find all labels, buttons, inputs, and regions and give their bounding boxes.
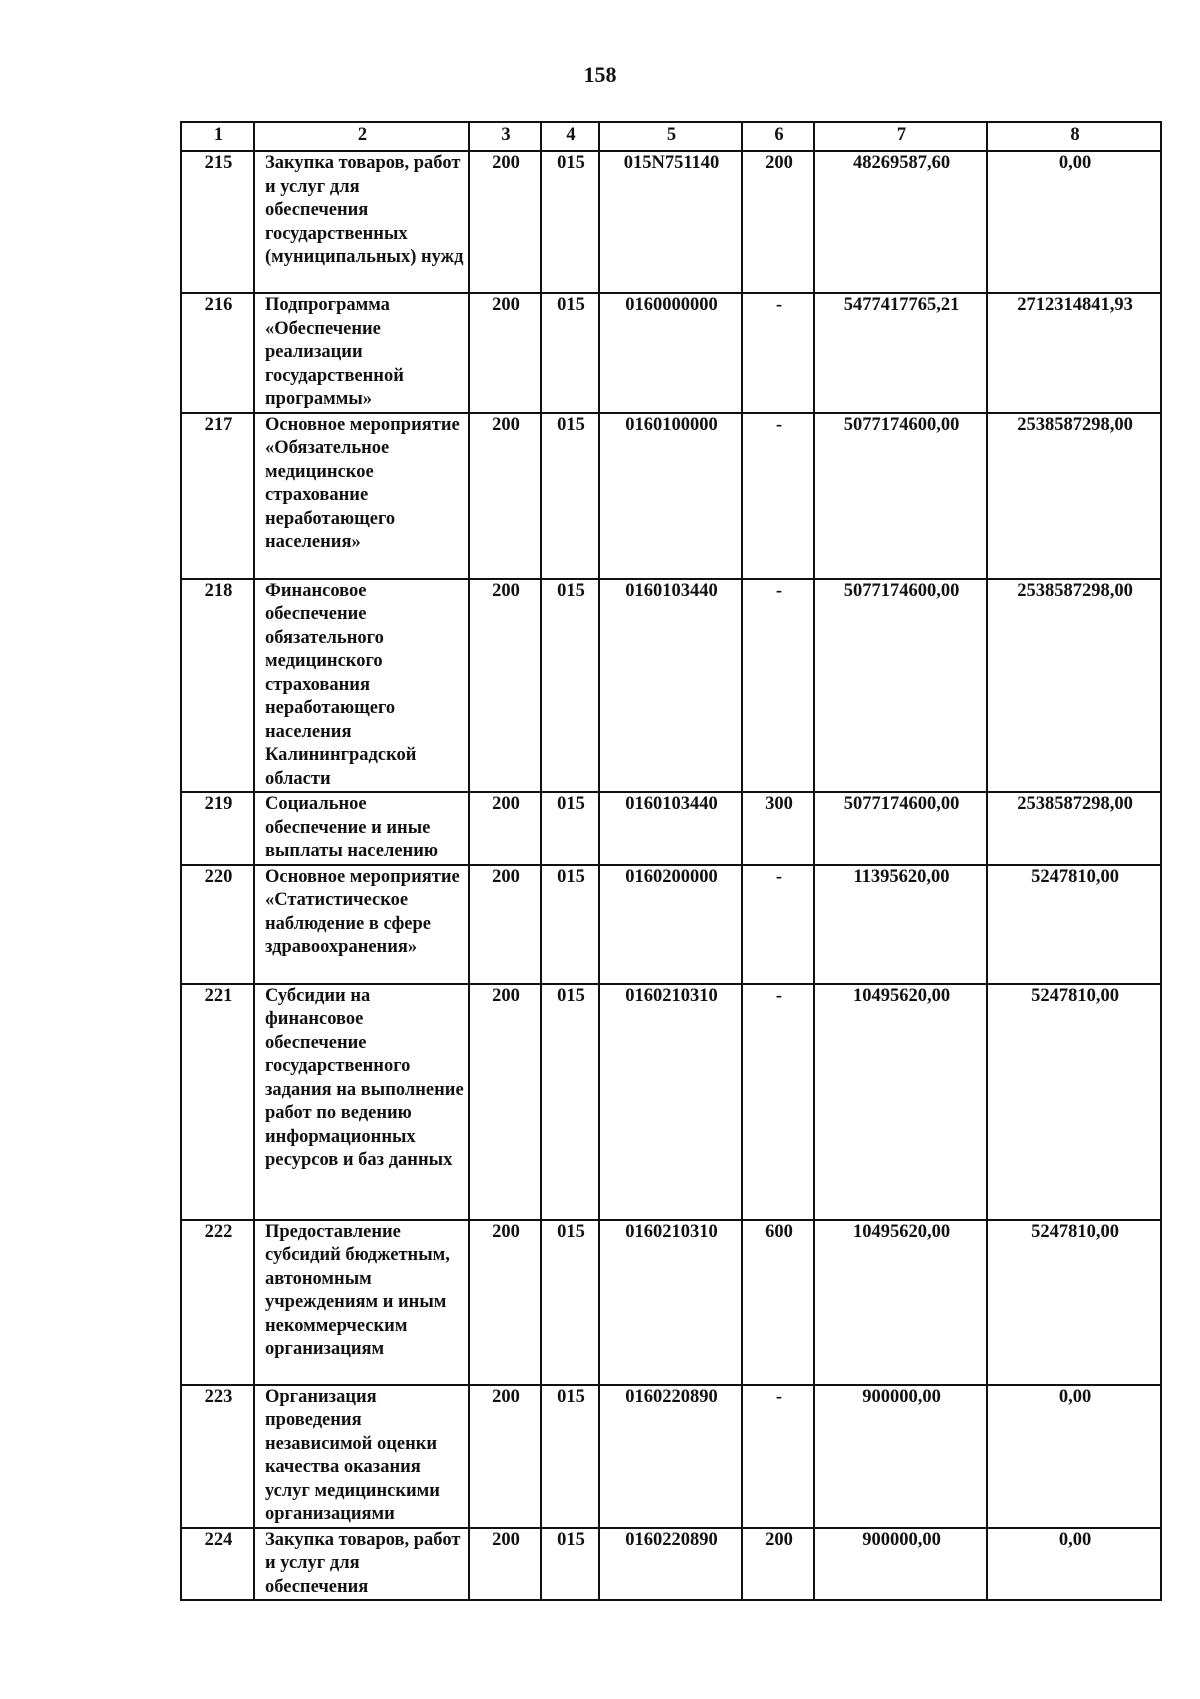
row-code-6: - (742, 1385, 814, 1528)
column-header-5: 5 (599, 122, 742, 151)
row-code-6: - (742, 865, 814, 984)
row-code-4: 015 (541, 413, 599, 579)
row-amount-8: 2712314841,93 (987, 293, 1161, 413)
row-code-4: 015 (541, 1385, 599, 1528)
row-code-4: 015 (541, 984, 599, 1220)
column-header-8: 8 (987, 122, 1161, 151)
row-name: Основное мероприятие «Обязательное медицинское страхование неработающего населения» (254, 413, 469, 579)
table-row (181, 1220, 1161, 1385)
row-amount-7: 900000,00 (814, 1385, 987, 1528)
row-code-4: 015 (541, 1220, 599, 1385)
table-row (181, 579, 1161, 793)
table-row (181, 865, 1161, 984)
row-code-5: 0160103440 (599, 792, 742, 865)
row-code-3: 200 (469, 1220, 541, 1385)
row-amount-8: 2538587298,00 (987, 579, 1161, 793)
table-row (181, 151, 1161, 293)
table-row (181, 792, 1161, 865)
row-code-5: 0160000000 (599, 293, 742, 413)
row-code-6: - (742, 579, 814, 793)
budget-table (180, 121, 1162, 1601)
table-row (181, 984, 1161, 1220)
row-name: Финансовое обеспечение обязательного медицинского страхования неработающего населения Калининградской области (254, 579, 469, 793)
row-code-3: 200 (469, 579, 541, 793)
row-name: Закупка товаров, работ и услуг для обеспечения (254, 1528, 469, 1601)
row-code-5: 0160100000 (599, 413, 742, 579)
row-number: 218 (181, 579, 254, 793)
row-code-6: - (742, 984, 814, 1220)
row-name: Социальное обеспечение и иные выплаты населению (254, 792, 469, 865)
table-row (181, 293, 1161, 413)
row-number: 215 (181, 151, 254, 293)
row-amount-7: 5077174600,00 (814, 792, 987, 865)
row-amount-7: 5077174600,00 (814, 413, 987, 579)
row-code-4: 015 (541, 151, 599, 293)
row-code-4: 015 (541, 792, 599, 865)
row-name: Предоставление субсидий бюджетным, автономным учреждениям и иным некоммерческим организациям (254, 1220, 469, 1385)
row-amount-7: 10495620,00 (814, 984, 987, 1220)
row-number: 223 (181, 1385, 254, 1528)
column-header-7: 7 (814, 122, 987, 151)
row-number: 216 (181, 293, 254, 413)
column-header-2: 2 (254, 122, 469, 151)
row-code-5: 0160210310 (599, 984, 742, 1220)
row-code-3: 200 (469, 984, 541, 1220)
row-amount-8: 5247810,00 (987, 1220, 1161, 1385)
row-code-5: 0160220890 (599, 1385, 742, 1528)
row-code-3: 200 (469, 1385, 541, 1528)
row-code-5: 015N751140 (599, 151, 742, 293)
row-number: 222 (181, 1220, 254, 1385)
row-code-3: 200 (469, 413, 541, 579)
row-name: Субсидии на финансовое обеспечение государственного задания на выполнение работ по ведению информационных ресурсов и баз данных (254, 984, 469, 1220)
row-code-4: 015 (541, 1528, 599, 1601)
row-code-5: 0160200000 (599, 865, 742, 984)
row-code-3: 200 (469, 1528, 541, 1601)
row-amount-7: 900000,00 (814, 1528, 987, 1601)
row-amount-8: 5247810,00 (987, 865, 1161, 984)
row-code-6: 300 (742, 792, 814, 865)
row-code-4: 015 (541, 579, 599, 793)
row-code-3: 200 (469, 865, 541, 984)
row-amount-7: 11395620,00 (814, 865, 987, 984)
row-code-6: 200 (742, 151, 814, 293)
table-row (181, 1528, 1161, 1601)
column-header-1: 1 (181, 122, 254, 151)
row-amount-8: 0,00 (987, 1385, 1161, 1528)
row-amount-8: 2538587298,00 (987, 792, 1161, 865)
row-name: Организация проведения независимой оценки качества оказания услуг медицинскими организациями (254, 1385, 469, 1528)
row-code-3: 200 (469, 792, 541, 865)
row-number: 224 (181, 1528, 254, 1601)
row-name: Закупка товаров, работ и услуг для обеспечения государственных (муниципальных) нужд (254, 151, 469, 293)
row-code-4: 015 (541, 865, 599, 984)
row-amount-8: 2538587298,00 (987, 413, 1161, 579)
row-name: Основное мероприятие «Статистическое наблюдение в сфере здравоохранения» (254, 865, 469, 984)
row-number: 217 (181, 413, 254, 579)
column-header-6: 6 (742, 122, 814, 151)
header-row (181, 122, 1161, 151)
row-code-6: 200 (742, 1528, 814, 1601)
row-code-3: 200 (469, 293, 541, 413)
column-header-4: 4 (541, 122, 599, 151)
row-code-5: 0160220890 (599, 1528, 742, 1601)
row-code-6: 600 (742, 1220, 814, 1385)
row-amount-7: 5477417765,21 (814, 293, 987, 413)
row-code-3: 200 (469, 151, 541, 293)
row-code-6: - (742, 413, 814, 579)
row-code-5: 0160103440 (599, 579, 742, 793)
row-name: Подпрограмма «Обеспечение реализации государственной программы» (254, 293, 469, 413)
row-code-4: 015 (541, 293, 599, 413)
row-amount-8: 5247810,00 (987, 984, 1161, 1220)
row-number: 221 (181, 984, 254, 1220)
table-row (181, 413, 1161, 579)
column-header-3: 3 (469, 122, 541, 151)
row-amount-8: 0,00 (987, 151, 1161, 293)
row-number: 219 (181, 792, 254, 865)
row-amount-7: 48269587,60 (814, 151, 987, 293)
row-code-5: 0160210310 (599, 1220, 742, 1385)
row-number: 220 (181, 865, 254, 984)
row-amount-7: 10495620,00 (814, 1220, 987, 1385)
table-header (181, 122, 1161, 151)
table-row (181, 1385, 1161, 1528)
row-code-6: - (742, 293, 814, 413)
page-number: 158 (583, 62, 617, 87)
row-amount-8: 0,00 (987, 1528, 1161, 1601)
row-amount-7: 5077174600,00 (814, 579, 987, 793)
table-body (181, 151, 1161, 1600)
